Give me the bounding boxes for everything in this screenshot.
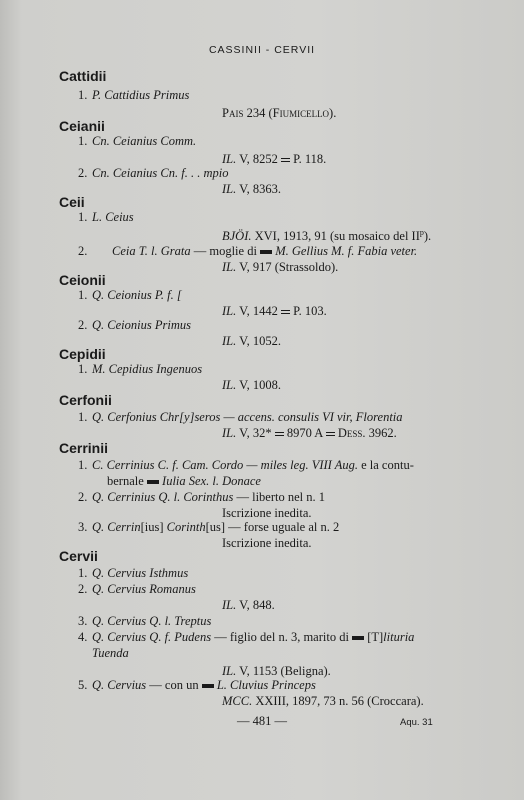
- entry-number: 3.: [78, 520, 88, 534]
- ref-locus: V, 1442: [236, 304, 281, 318]
- equals-sign: [326, 430, 335, 438]
- entry-note: — figlio del n. 3, marito di: [211, 630, 353, 644]
- entry-number: 5.: [78, 678, 88, 692]
- entry-name: Cn. Ceianius Comm.: [92, 134, 197, 148]
- entry-name-part: [us]: [205, 520, 226, 534]
- ref-locus: 8970 A: [283, 426, 326, 440]
- ref-source: IL.: [222, 664, 237, 678]
- cross-reference-mark: [352, 636, 364, 640]
- ref-locus: V, 1052.: [236, 334, 281, 348]
- entry-number: 2.: [78, 166, 88, 180]
- ref-source: IL.: [222, 378, 237, 392]
- entry-number: 1.: [78, 288, 88, 302]
- family-heading-ceionii: Ceionii: [59, 272, 106, 288]
- entry-name: Q. Cervius Isthmus: [92, 566, 189, 580]
- ref-locus: V, 1153 (Beligna).: [236, 664, 331, 678]
- entry-note: — liberto nel n. 1: [233, 490, 325, 504]
- entry-reference: Iscrizione inedita.: [222, 506, 312, 520]
- family-heading-ceii: Ceii: [59, 194, 85, 210]
- entry-name-part: lituria: [383, 630, 415, 644]
- entry-name-secondary: Iulia Sex. l. Donace: [162, 474, 261, 488]
- page-number: — 481 —: [237, 714, 287, 728]
- entry-reference: [222, 152, 326, 167]
- family-heading-cerrinii: Cerrinii: [59, 440, 109, 456]
- running-header: CASSINII - CERVII: [208, 44, 316, 56]
- entry-number: 1.: [78, 210, 88, 224]
- entry-reference: [222, 334, 281, 349]
- ref-locus: P. 118.: [289, 152, 327, 166]
- entry-note: — forse uguale al n. 2: [225, 520, 340, 534]
- entry-number: 1.: [78, 362, 88, 376]
- ref-source: IL.: [222, 598, 237, 612]
- entry-number: 1.: [78, 410, 88, 424]
- entry-name-primary: Ceia T. l. Grata: [112, 244, 191, 258]
- entry-number: 2.: [78, 490, 88, 504]
- ref-locus: XXIII, 1897, 73 n. 56 (Croccara).: [252, 694, 424, 708]
- entry-name-part: [T]: [367, 630, 384, 644]
- equals-sign: [281, 308, 290, 316]
- entry-reference: [222, 228, 431, 244]
- entry-reference: [222, 260, 338, 275]
- entry-reference: [222, 304, 327, 319]
- entry-note: e la contu-: [357, 458, 414, 472]
- entry-name-primary: C. Cerrinius C. f. Cam. Cordo — miles leg. VIII Aug.: [92, 458, 358, 472]
- entry-number: 2.: [78, 244, 88, 258]
- family-heading-cattidii: Cattidii: [59, 68, 107, 84]
- entry-number: 1.: [78, 88, 88, 102]
- entry-reference: [222, 694, 424, 709]
- entry-continuation: Tuenda: [92, 646, 129, 660]
- entry-name-secondary: L. Cluvius Princeps: [216, 678, 316, 692]
- entry-note: — moglie di: [190, 244, 261, 258]
- equals-sign: [281, 156, 290, 164]
- entry-name: M. Cepidius Ingenuos: [92, 362, 203, 376]
- entry-name: Q. Cervius Romanus: [92, 582, 196, 596]
- entry-number: 1.: [78, 566, 88, 580]
- entry-note: bernale: [107, 474, 147, 488]
- entry-name-primary: Q. Cervius: [92, 678, 147, 692]
- entry-name: [92, 678, 316, 693]
- equals-sign: [275, 430, 284, 438]
- entry-reference: Pais 234 (Fiumicello).: [222, 106, 337, 120]
- signature-mark: Aqu. 31: [400, 717, 433, 728]
- ref-locus: 3962.: [365, 426, 397, 440]
- entry-name-part: Corinth: [163, 520, 206, 534]
- entry-reference: Iscrizione inedita.: [222, 536, 312, 550]
- entry-name: [92, 520, 339, 535]
- ref-locus: ).: [423, 229, 432, 244]
- entry-number: 1.: [78, 134, 88, 148]
- superscript: p: [419, 228, 424, 237]
- entry-name-primary: Q. Cerrinius Q. l. Corinthus: [92, 490, 234, 504]
- ref-locus: V, 32*: [236, 426, 275, 440]
- entry-number: 3.: [78, 614, 88, 628]
- cross-reference-mark: [202, 684, 214, 688]
- entry-name-primary: Q. Cervius Q. f. Pudens: [92, 630, 212, 644]
- entry-reference: [222, 426, 397, 441]
- ref-source: IL.: [222, 304, 237, 318]
- ref-source: IL.: [222, 334, 237, 348]
- entry-name: Q. Ceionius Primus: [92, 318, 191, 332]
- ref-source: IL.: [222, 260, 237, 274]
- cross-reference-mark: [260, 250, 272, 254]
- entry-number: 1.: [78, 458, 88, 472]
- family-heading-cerfonii: Cerfonii: [59, 392, 112, 408]
- ref-locus: V, 848.: [236, 598, 275, 612]
- entry-note: — con un: [146, 678, 202, 692]
- ref-source: BJÖI.: [222, 229, 252, 244]
- ref-source: IL.: [222, 182, 237, 196]
- entry-name: Cn. Ceianius Cn. f. . . mpio: [92, 166, 229, 180]
- entry-name: P. Cattidius Primus: [92, 88, 190, 102]
- ref-locus: P. 103.: [289, 304, 327, 318]
- entry-reference: [222, 664, 331, 679]
- entry-number: 4.: [78, 630, 88, 644]
- ref-source: IL.: [222, 426, 237, 440]
- entry-name-secondary: M. Gellius M. f. Fabia veter.: [275, 244, 418, 258]
- ref-source: IL.: [222, 152, 237, 166]
- entry-name-part: [ius]: [140, 520, 164, 534]
- ref-locus: V, 917 (Strassoldo).: [236, 260, 339, 274]
- cross-reference-mark: [147, 480, 159, 484]
- ref-locus: XVI, 1913, 91 (su mosaico del II: [251, 229, 420, 244]
- family-heading-cepidii: Cepidii: [59, 346, 106, 362]
- entry-name: Q. Cervius Q. l. Treptus: [92, 614, 212, 628]
- family-heading-ceianii: Ceianii: [59, 118, 105, 134]
- entry-number: 2.: [78, 582, 88, 596]
- entry-name: [92, 630, 414, 645]
- entry-name: [92, 490, 325, 505]
- entry-continuation: [107, 474, 261, 489]
- family-heading-cervii: Cervii: [59, 548, 98, 564]
- entry-number: 2.: [78, 318, 88, 332]
- entry-name: Q. Cerfonius Chr[y]seros — accens. consulis VI vir, Florentia: [92, 410, 403, 424]
- ref-source: Dess.: [337, 426, 366, 440]
- ref-source: MCC.: [222, 694, 253, 708]
- entry-name: L. Ceius: [92, 210, 134, 224]
- entry-name: [92, 458, 414, 473]
- ref-locus: V, 1008.: [236, 378, 281, 392]
- entry-reference: [222, 182, 281, 197]
- entry-name-part: Q. Cerrin: [92, 520, 141, 534]
- entry-reference: [222, 598, 275, 613]
- ref-locus: V, 8363.: [236, 182, 281, 196]
- entry-name: [112, 244, 417, 259]
- entry-reference: [222, 378, 281, 393]
- ref-locus: V, 8252: [236, 152, 281, 166]
- entry-name: Q. Ceionius P. f. [: [92, 288, 182, 302]
